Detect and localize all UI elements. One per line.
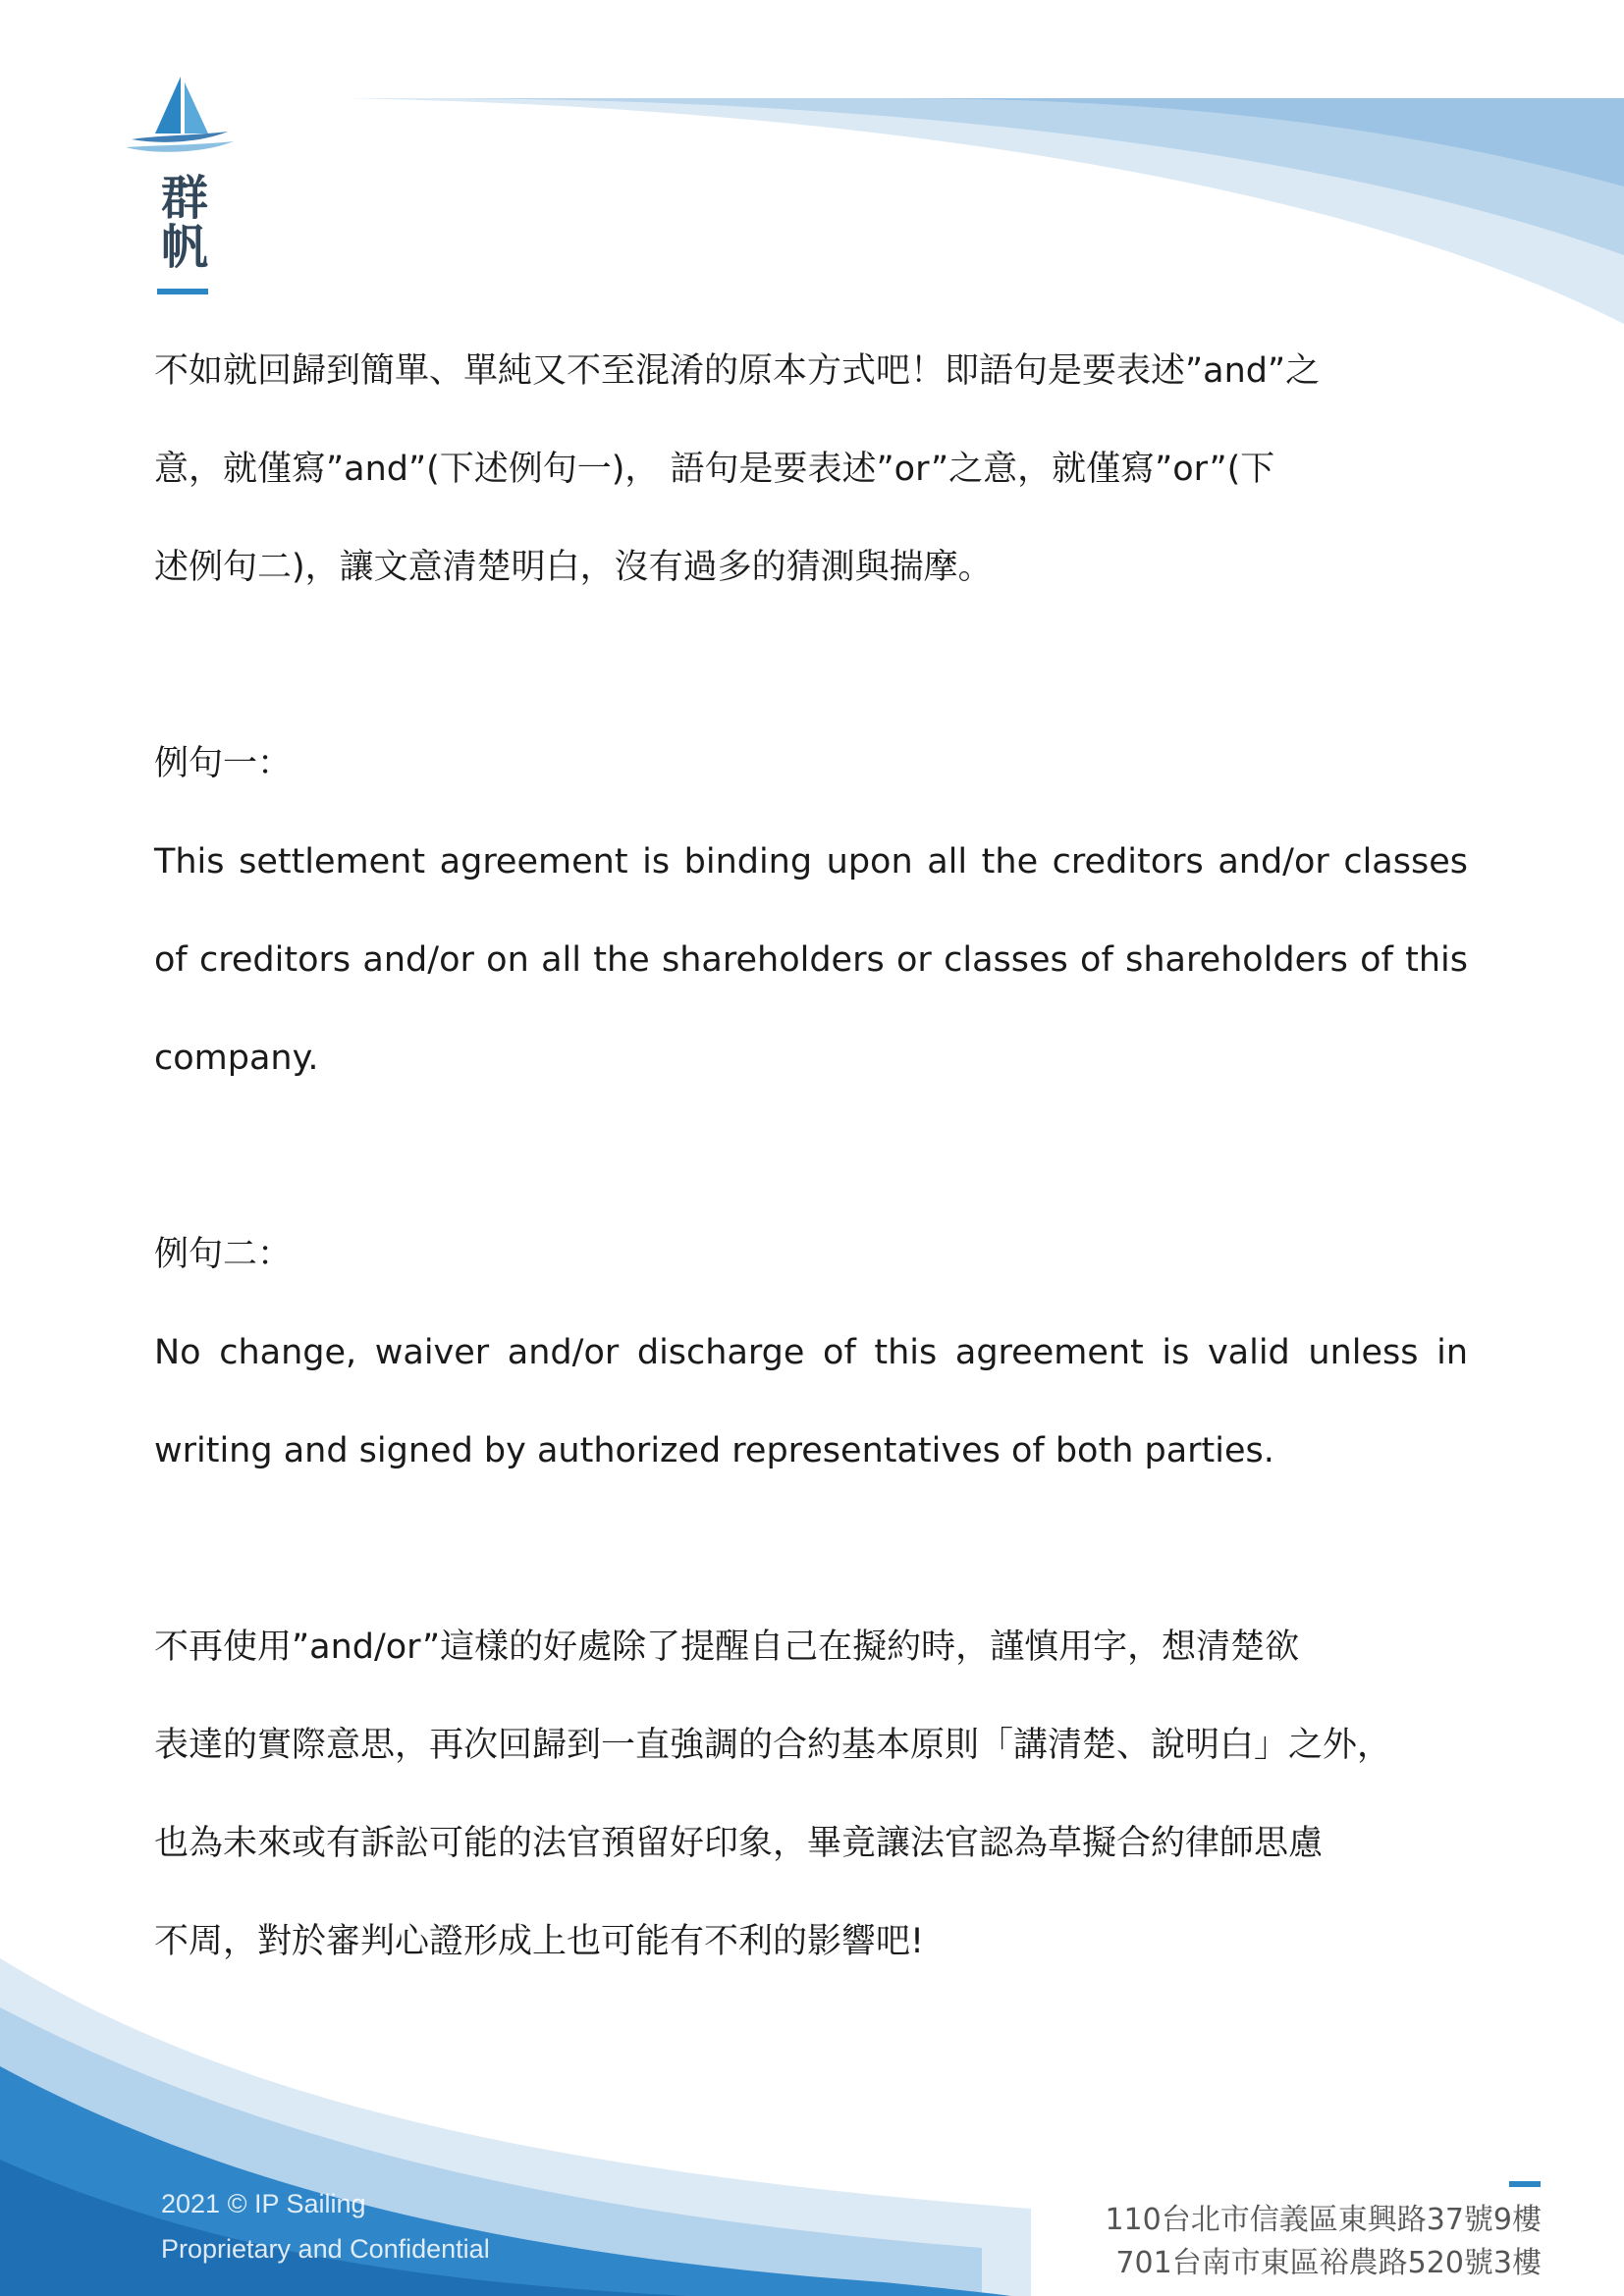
spacer: [154, 1107, 1468, 1205]
conclusion-line-4: 不周，對於審判心證形成上也可能有不利的影響吧!: [154, 1922, 925, 1961]
example-1-label: 例句一：: [154, 744, 293, 783]
conclusion-line-3: 也為未來或有訴訟可能的法官預留好印象，畢竟讓法官認為草擬合約律師思慮: [154, 1824, 1324, 1863]
document-body: [154, 322, 1468, 1991]
footer-address-block: [1105, 2199, 1542, 2285]
confidential-text: Proprietary and Confidential: [161, 2234, 490, 2264]
intro-line-1: 不如就回歸到簡單、單純又不至混淆的原本方式吧！即語句是要表述”and”之: [154, 351, 1321, 391]
logo-underline: [157, 289, 208, 294]
address-tainan: 701台南市東區裕農路520號3樓: [1115, 2246, 1542, 2280]
example-2-label: 例句二：: [154, 1235, 293, 1274]
conclusion-line-1: 不再使用”and/or”這樣的好處除了提醒自己在擬約時，謹慎用字，想清楚欲: [154, 1628, 1300, 1667]
logo-char-2: 帆: [160, 220, 208, 275]
sailboat-icon: [126, 77, 234, 155]
logo: [126, 77, 234, 155]
address-taipei: 110台北市信義區東興路37號9樓: [1105, 2203, 1542, 2237]
conclusion-line-2: 表達的實際意思，再次回歸到一直強調的合約基本原則「講清楚、說明白」之外，: [154, 1726, 1392, 1765]
example-1-text: This settlement agreement is binding upon all the creditors and/or classes of creditors and/or on all the shareholders or classes of shareholders of this company.: [154, 842, 1468, 1078]
spacer: [154, 1500, 1468, 1598]
conclusion-paragraph: [154, 1598, 1468, 1991]
intro-line-2: 意，就僅寫”and”(下述例句一)， 語句是要表述”or”之意，就僅寫”or”(下: [154, 450, 1275, 489]
spacer: [154, 616, 1468, 715]
example-2-text: No change, waiver and/or discharge of this agreement is valid unless in writing and signed by authorized representatives of both parties.: [154, 1333, 1468, 1470]
intro-paragraph: [154, 322, 1468, 616]
logo-char-1: 群: [160, 171, 208, 226]
footer-accent-dash: [1509, 2181, 1541, 2187]
footer-copyright-block: [161, 2181, 490, 2271]
copyright-text: 2021 © IP Sailing: [161, 2189, 366, 2218]
intro-line-3: 述例句二)，讓文意清楚明白，沒有過多的猜測與揣摩。: [154, 548, 993, 587]
